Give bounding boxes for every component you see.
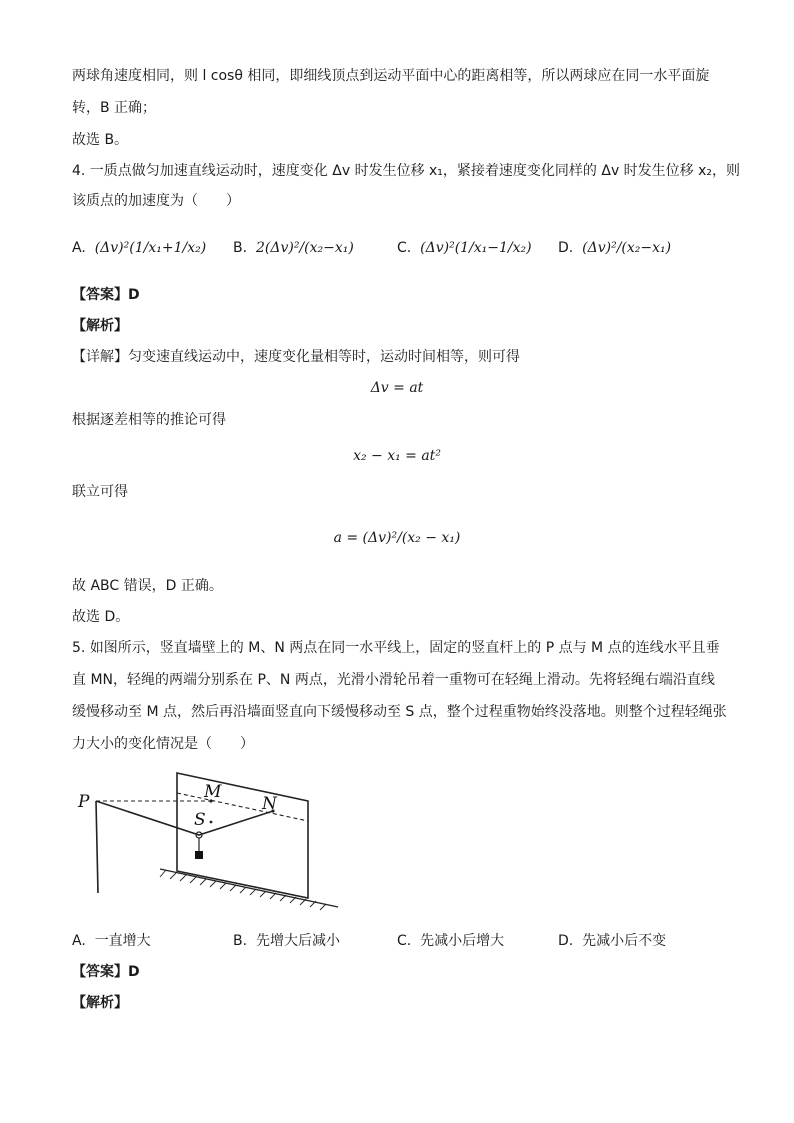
equation: a = (Δv)²/(x₂ − x₁) (333, 530, 461, 546)
text-line: 联立可得 (72, 484, 128, 500)
text-line: 转，B 正确； (72, 100, 157, 116)
question-5-stem: 5. 如图所示，竖直墙壁上的 M、N 两点在同一水平线上，固定的竖直杆上的 P 点与 M 点的连线水平且垂 (72, 640, 720, 656)
detail-text: 【详解】匀变速直线运动中，速度变化量相等时，运动时间相等，则可得 (72, 349, 520, 365)
text-line: 故选 D。 (72, 609, 130, 625)
formula: 2(Δv)²/(x₂−x₁) (255, 240, 354, 256)
option-c: C. 先减小后增大 (397, 933, 505, 949)
option-a: A. 一直增大 (72, 933, 151, 949)
question-4-stem: 4. 一质点做匀加速直线运动时，速度变化 Δv 时发生位移 x₁，紧接着速度变化同样的 Δv 时发生位移 x₂，则 (72, 163, 741, 179)
option-d: D. (Δv)²/(x₂−x₁) (558, 240, 672, 256)
label-p: P (78, 792, 90, 812)
equation: x₂ − x₁ = at² (353, 448, 441, 464)
text-line: 故选 B。 (72, 132, 129, 148)
analysis-label: 【解析】 (72, 995, 128, 1011)
physics-diagram (70, 765, 370, 915)
question-4-stem: 该质点的加速度为（ ） (72, 193, 240, 209)
label-m: M (204, 782, 222, 802)
equation: Δv = at (370, 380, 424, 396)
option-a: A. (Δv)²(1/x₁+1/x₂) (72, 240, 207, 256)
formula: (Δv)²(1/x₁−1/x₂) (420, 240, 532, 256)
option-b: B. 先增大后减小 (233, 933, 340, 949)
analysis-label: 【解析】 (72, 318, 128, 334)
text-line: 根据逐差相等的推论可得 (72, 412, 226, 428)
option-d: D. 先减小后不变 (558, 933, 667, 949)
text-line: 两球角速度相同，则 l cosθ 相同，即细线顶点到运动平面中心的距离相等，所以两球应在同一水平面旋 (72, 68, 710, 84)
answer-label: 【答案】D (72, 287, 140, 303)
text-line: 故 ABC 错误，D 正确。 (72, 578, 223, 594)
question-5-stem: 缓慢移动至 M 点，然后再沿墙面竖直向下缓慢移动至 S 点，整个过程重物始终没落地。则整个过程轻绳张 (72, 704, 727, 720)
question-5-stem: 力大小的变化情况是（ ） (72, 736, 254, 752)
answer-label: 【答案】D (72, 964, 140, 980)
option-c: C. (Δv)²(1/x₁−1/x₂) (397, 240, 532, 256)
question-5-stem: 直 MN，轻绳的两端分别系在 P、N 两点，光滑小滑轮吊着一重物可在轻绳上滑动。先将轻绳右端沿直线 (72, 672, 715, 688)
formula: (Δv)²(1/x₁+1/x₂) (94, 240, 207, 256)
label-s: S (194, 810, 206, 830)
formula: (Δv)²/(x₂−x₁) (582, 240, 672, 256)
option-b: B. 2(Δv)²/(x₂−x₁) (233, 240, 354, 256)
label-n: N (262, 794, 277, 814)
